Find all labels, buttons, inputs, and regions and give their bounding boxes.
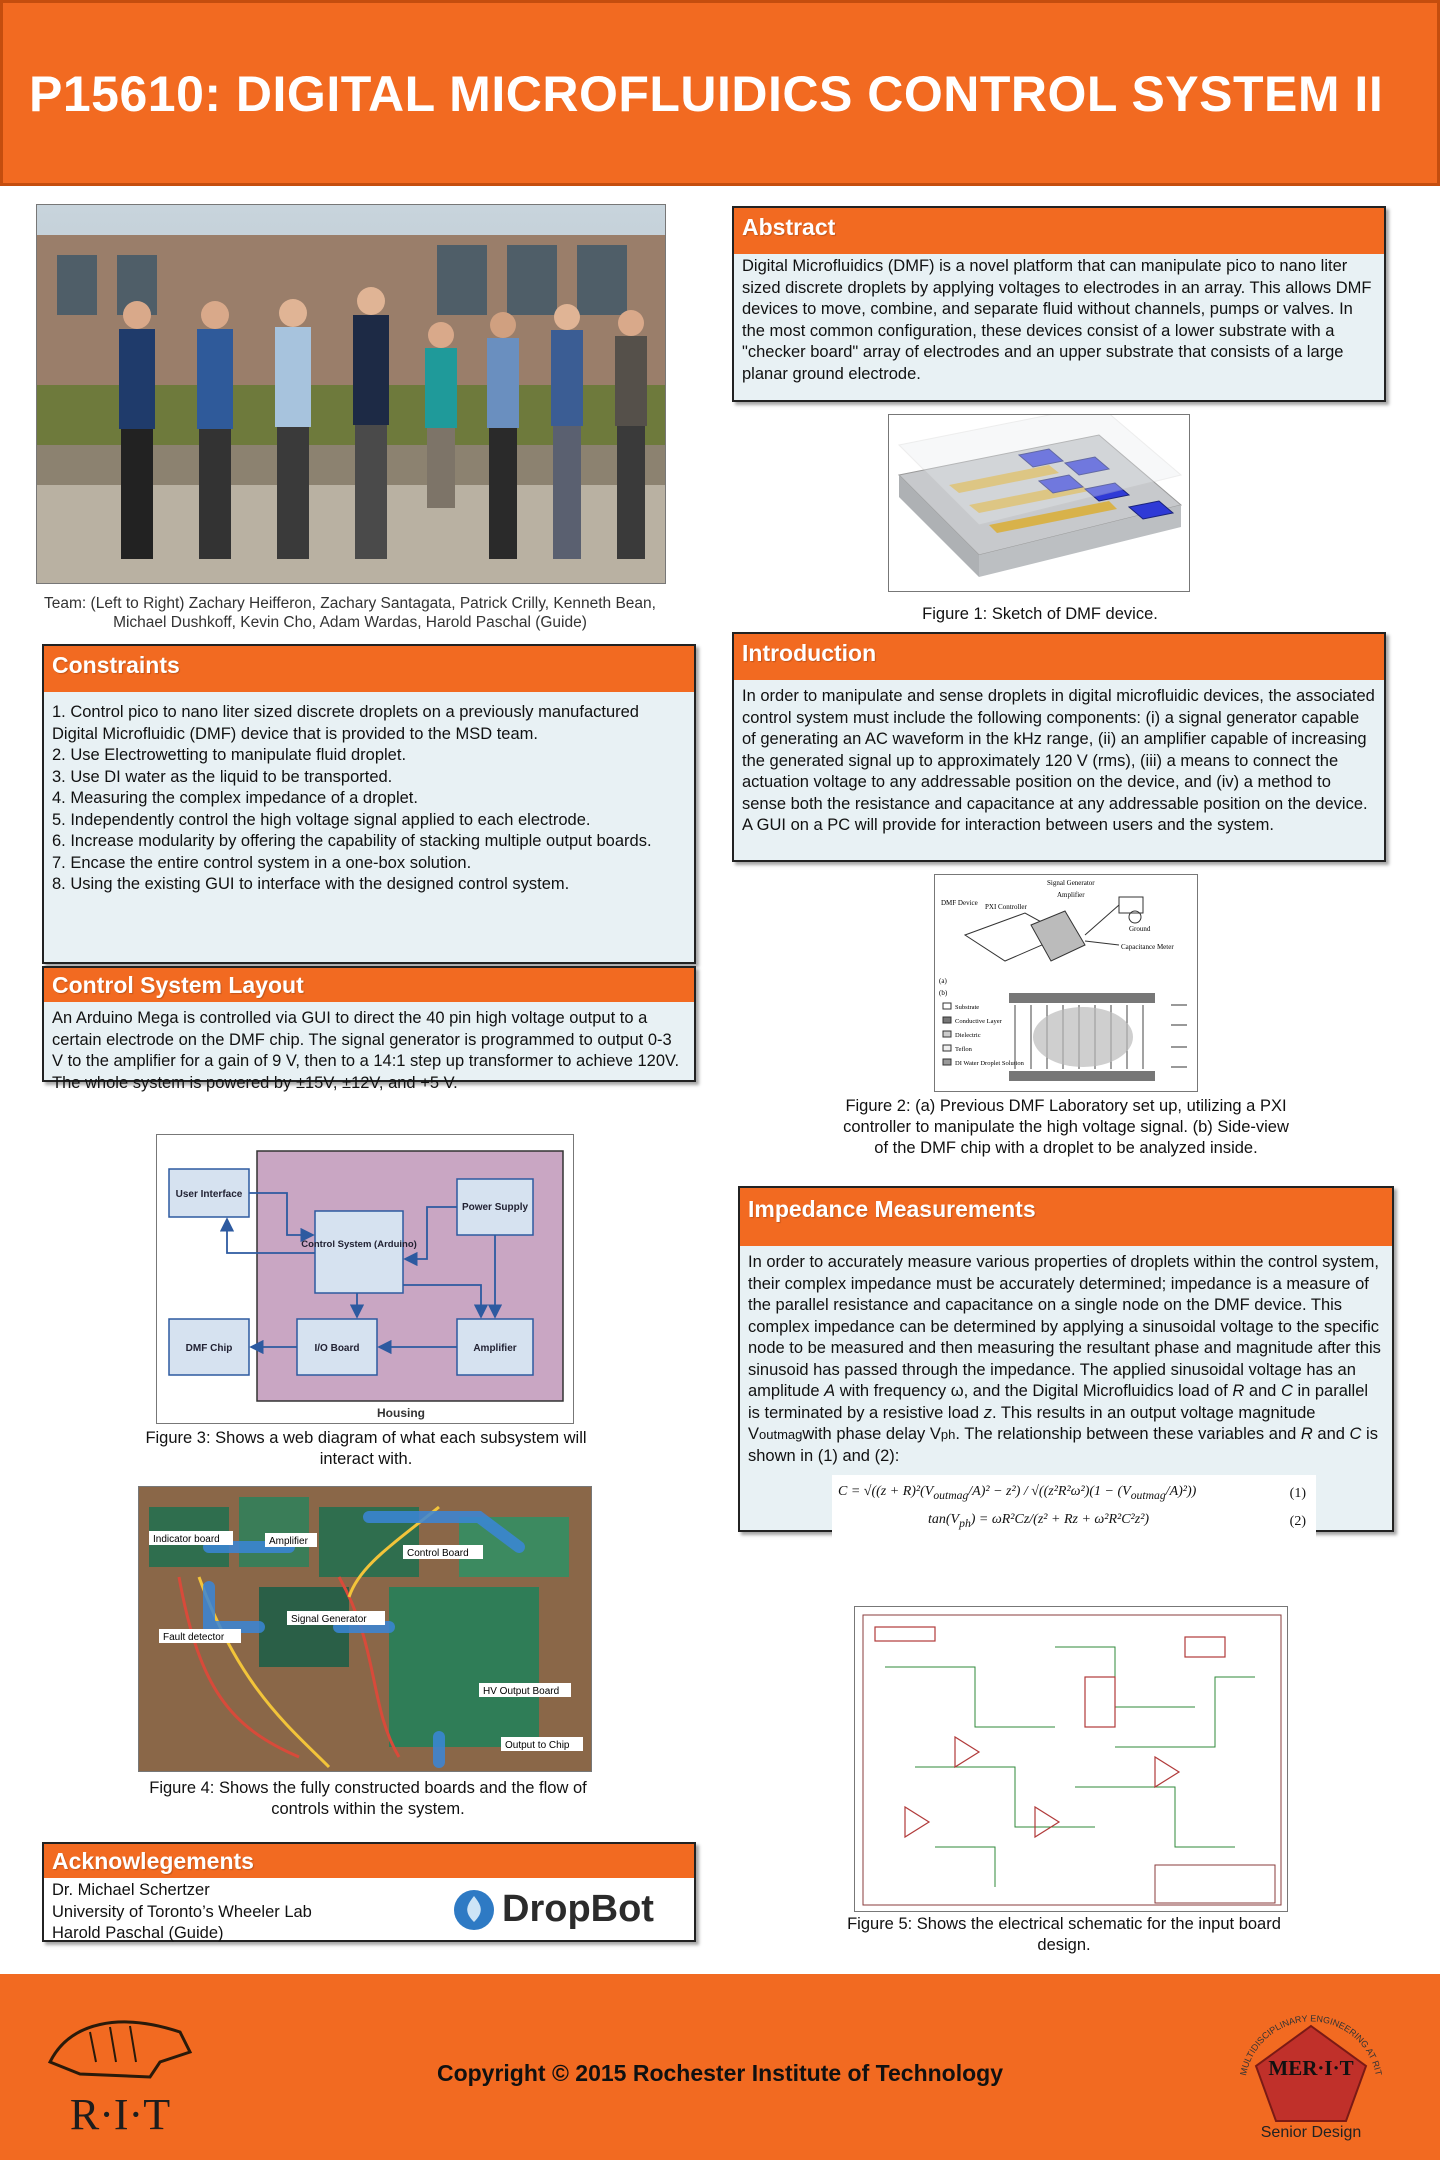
layout-heading: Control System Layout	[42, 966, 696, 1002]
constraint-item: 6. Increase modularity by offering the capability of stacking multiple output boards.	[52, 832, 652, 850]
equation-2: $\tan(V_{ph}) = \omega R^2Cz/(z^2 + Rz + \omega^2R^2C^2z^2)$	[928, 1512, 1150, 1530]
abstract-body: Digital Microfluidics (DMF) is a novel platform that can manipulate pico to nano liter sized discrete droplets by applying voltages to electrodes in an array. This allows DMF devices to move, combine, and separate fluid without channels, pumps or valves. In the most common configuration, these devices consist of a lower substrate with a "checker board" array of electrodes and an upper substrate that consists of a large planar ground electrode.	[732, 254, 1386, 402]
rit-logo-text: R·I·T	[69, 2090, 171, 2139]
ack-line: University of Toronto’s Wheeler Lab	[52, 1902, 312, 1921]
dmf-chip-label: DMF Chip	[185, 1343, 233, 1354]
team-photo	[36, 204, 666, 584]
equation-2-number: (2)	[1289, 1514, 1306, 1529]
person-6	[487, 312, 519, 559]
impedance-heading: Impedance Measurements	[738, 1186, 1394, 1246]
person-4	[353, 287, 389, 559]
fig2-ground-label: Ground	[1129, 925, 1151, 933]
amplifier-label: Amplifier	[473, 1343, 517, 1354]
dropbot-text: DropBot	[502, 1888, 654, 1931]
senior-design-text: Senior Design	[1260, 2124, 1362, 2141]
ack-line: Dr. Michael Schertzer	[52, 1881, 210, 1899]
constraints-list	[52, 702, 686, 896]
introduction-section	[732, 632, 1386, 862]
fig4-fault-label: Fault detector	[163, 1632, 225, 1643]
fig2-b-label: (b)	[939, 989, 948, 997]
constraint-item: 3. Use DI water as the liquid to be transported.	[52, 767, 393, 786]
poster-header	[0, 0, 1440, 186]
housing-label: Housing	[377, 1406, 425, 1420]
person-8	[615, 310, 647, 559]
fig4-indicator-label: Indicator board	[153, 1534, 220, 1545]
power-supply-label: Power Supply	[461, 1202, 529, 1213]
person-2	[197, 301, 233, 559]
figure4-caption: Figure 4: Shows the fully constructed boards and the flow of controls within the system.	[149, 1779, 587, 1818]
acknowledgements-heading: Acknowlegements	[42, 1842, 696, 1878]
merit-logo-text: MER·I·T	[1268, 2056, 1354, 2080]
fig4-signal-label: Signal Generator	[291, 1614, 367, 1625]
person-1	[119, 301, 155, 559]
person-3	[275, 299, 311, 559]
figure2-diagram	[934, 874, 1198, 1092]
figure1-caption: Figure 1: Sketch of DMF device.	[922, 605, 1158, 623]
copyright-text: Copyright © 2015 Rochester Institute of Technology	[436, 2060, 1004, 2086]
introduction-heading: Introduction	[732, 632, 1386, 680]
fig2-signal-gen-label: Signal Generator	[1047, 879, 1095, 887]
abstract-section	[732, 206, 1386, 402]
constraint-item: 8. Using the existing GUI to interface with the designed control system.	[52, 875, 570, 893]
acknowledgements-body	[42, 1878, 696, 1942]
svg-text:Conductive Layer: Conductive Layer	[955, 1018, 1002, 1025]
acknowledgements-section	[42, 1842, 696, 1942]
svg-text:Dielectric: Dielectric	[955, 1032, 981, 1039]
ack-line: Harold Paschal (Guide)	[52, 1924, 224, 1942]
person-7	[551, 304, 583, 559]
figure1-sketch	[888, 414, 1190, 592]
svg-text:DI Water Droplet Solution: DI Water Droplet Solution	[955, 1060, 1024, 1067]
team-caption: Team: (Left to Right) Zachary Heifferon, Zachary Santagata, Patrick Crilly, Kenneth Bean, Michael Dushkoff, Kevin Cho, Adam Wardas, Harold Paschal (Guide)	[44, 595, 656, 631]
introduction-body: In order to manipulate and sense droplets in digital microfluidic devices, the associated control system must include the following components: (i) a signal generator capable of generating an AC waveform in the kHz range, (ii) an amplifier capable of increasing the generated signal up to approximately 120 V (rms), (iii) a means to connect the actuation voltage to any addressable position on the device, and (iv) a method to sense both the resistance and capacitance at any addressable position on the device. A GUI on a PC will provide for interaction between users and the system.	[732, 680, 1386, 862]
constraints-heading: Constraints	[42, 644, 696, 692]
constraint-item: 5. Independently control the high voltage signal applied to each electrode.	[52, 810, 591, 829]
fig2-a-label: (a)	[939, 977, 947, 985]
poster-footer	[0, 1974, 1440, 2160]
fig4-hv-label: HV Output Board	[483, 1686, 560, 1697]
fig2-dmf-device-label: DMF Device	[941, 899, 978, 907]
figure3-diagram	[156, 1134, 574, 1424]
constraint-item: 1. Control pico to nano liter sized discrete droplets on a previously manufactured Digital Microfluidic (DMF) device that is provided to the MSD team.	[52, 703, 639, 743]
fig4-amplifier-label: Amplifier	[269, 1536, 308, 1547]
impedance-equations	[832, 1475, 1316, 1543]
person-5	[425, 322, 457, 508]
constraints-body	[42, 692, 696, 964]
dropbot-drop-icon	[452, 1888, 496, 1932]
fig2-amplifier-label: Amplifier	[1057, 891, 1085, 899]
dropbot-logo	[452, 1884, 674, 1936]
svg-text:MULTIDISCIPLINARY ENGINEERING: MULTIDISCIPLINARY ENGINEERING AT RIT	[1238, 2013, 1384, 2077]
constraint-item: 4. Measuring the complex impedance of a droplet.	[52, 789, 418, 807]
equation-1-number: (1)	[1289, 1486, 1306, 1501]
user-interface-label: User Interface	[175, 1189, 243, 1200]
svg-text:Teflon: Teflon	[955, 1046, 972, 1053]
svg-text:Substrate: Substrate	[955, 1004, 980, 1011]
fig4-output-label: Output to Chip	[505, 1740, 570, 1751]
impedance-body: In order to accurately measure various properties of droplets within the control system, their complex impedance must be accurately determined; impedance is a measure of the parallel resistance and capacitance on a single node on the DMF device. This complex impedance can be determined by applying a sinusoidal voltage to the specific node to be measured and then measuring the resultant phase and magnitude after this sinusoid has passed through the impedance. The applied sinusoidal voltage has an amplitude A with frequency ω, and the Digital Microfluidics load of R and C in parallel is terminated by a resistive load z. This results in an output voltage magnitude Voutmagwith phase delay Vph. The relationship between these variables and R and C is shown in (1) and (2): $C = √((z + R)^2(V_{outmag}/A)^2 - z^2) / √((z^2R^2\omega^2)(1 - (V_{outmag}/A)^2))$ $\tan(V_{ph}) = \omega R^2Cz/(z^2 + Rz + \omega^2R^2C^2z^2)$ (1) (2)	[738, 1246, 1394, 1532]
poster-title: P15610: DIGITAL MICROFLUIDICS CONTROL SYSTEM II	[29, 66, 1384, 122]
figure4-photo	[138, 1486, 592, 1772]
fig2-capmeter-label: Capacitance Meter	[1121, 943, 1174, 951]
figure3-caption: Figure 3: Shows a web diagram of what each subsystem will interact with.	[145, 1429, 587, 1468]
fig4-control-label: Control Board	[407, 1548, 469, 1559]
layout-body: An Arduino Mega is controlled via GUI to direct the 40 pin high voltage output to a certain electrode on the DMF chip. The signal generator is programmed to output 0-3 V to the amplifier for a gain of 9 V, then to a 14:1 step up transformer to achieve 120V. The whole system is powered by ±15V, ±12V, and +5 V.	[42, 1002, 696, 1082]
layout-section	[42, 966, 696, 1092]
equation-1: $C = √((z + R)^2(V_{outmag}/A)^2 - z^2) / √((z^2R^2\omega^2)(1 - (V_{outmag}/A)^2))$	[838, 1484, 1197, 1502]
impedance-section	[738, 1186, 1394, 1532]
control-system-block	[315, 1211, 403, 1293]
merit-logo	[1226, 1996, 1396, 2146]
figure5-caption: Figure 5: Shows the electrical schematic for the input board design.	[847, 1915, 1281, 1954]
abstract-heading: Abstract	[732, 206, 1386, 254]
constraints-section	[42, 644, 696, 964]
figure2-caption: Figure 2: (a) Previous DMF Laboratory set up, utilizing a PXI controller to manipulate the high voltage signal. (b) Side-view of the DMF chip with a droplet to be analyzed inside.	[843, 1097, 1289, 1157]
constraint-item: 2. Use Electrowetting to manipulate fluid droplet.	[52, 746, 407, 764]
constraint-item: 7. Encase the entire control system in a one-box solution.	[52, 853, 472, 872]
figure5-schematic	[854, 1606, 1288, 1912]
control-system-label: Control System (Arduino)	[301, 1239, 417, 1250]
io-board-label: I/O Board	[314, 1343, 360, 1354]
fig2-pxi-label: PXI Controller	[985, 903, 1027, 911]
